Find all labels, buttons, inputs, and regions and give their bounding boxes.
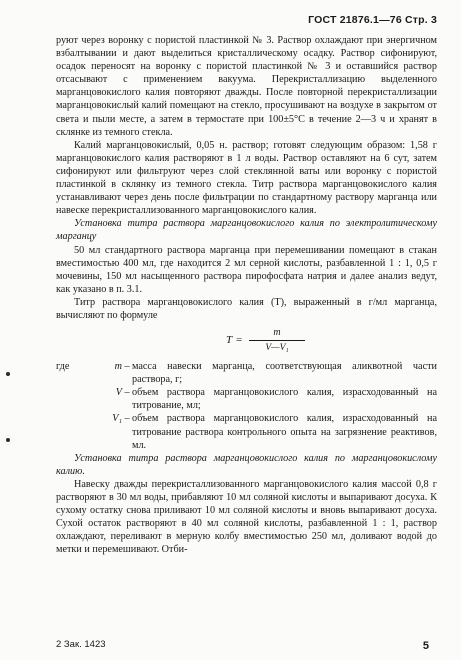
definition-row (56, 412, 437, 451)
formula-denominator: V—V₁ (265, 343, 289, 354)
paragraph: Навеску дважды перекристаллизованного марганцовокислого калия массой 0,8 г растворяют в 30 мл воды, прибавляют 10 мл соляной кислоты и выпаривают досуха. К сухому остатку снова приливают 10 мл соляной кислоты и вновь выпаривают досуха. Сухой остаток растворяют в 40 мл соляной кислоты, разбавленной 1 : 1, раствор охлаждают, переливают в мерную колбу вместимостью 250 мл, доливают водой до метки и перемешивают. Отби- (56, 478, 437, 556)
page-number: 5 (422, 640, 429, 652)
definition-dash: – (124, 413, 130, 425)
definition-dash: – (124, 387, 130, 399)
definition-text: объем раствора марганцовокислого калия, израсходованный на титрование раствора контрольного опыта на загрязнение реактивов, мл. (132, 413, 437, 451)
definition-symbol: V (115, 387, 122, 399)
print-order-number: 2 Зак. 1423 (56, 639, 106, 650)
section-heading: Установка титра раствора марганцовокислого калия по электролитическому марганцу (56, 218, 437, 243)
variable-definitions (56, 360, 437, 452)
definition-text: объем раствора марганцовокислого калия, израсходованный на титрование, мл; (132, 387, 437, 412)
definition-row (56, 386, 437, 412)
definition-symbol: m (114, 361, 122, 373)
formula-lhs: T (226, 334, 233, 347)
section-heading: Установка титра раствора марганцовокислого калия по марганцовокислому калию. (56, 452, 437, 477)
definition-symbol: V₁ (112, 413, 122, 425)
paragraph: руют через воронку с пористой пластинкой № 3. Раствор охлаждают при энергичном взбалтывании и дают выделиться кристаллическому осадку. Раствор сифонируют, осадок переносят на воронку с пористой пластинкой № 3 и оставшийся раствор отсасывают с применением вакуума. Перекристаллизацию выделенного марганцовокислого калия повторяют дважды. После повторной перекристаллизации марганцовокислый калий помещают на стекло, просушивают на воздухе в закрытом от света и пыли месте, а затем в термостате при 100±5°С в течение 2—3 ч и хранят в склянке из темного стекла. (56, 35, 437, 138)
definition-row (56, 360, 437, 386)
formula-equals: = (236, 334, 243, 347)
where-label: где (56, 361, 70, 373)
formula-numerator: m (249, 326, 305, 341)
document-body (56, 34, 437, 556)
formula-fraction (249, 326, 305, 355)
paragraph: Титр раствора марганцовокислого калия (T), выраженный в г/мл марганца, вычисляют по формуле (56, 296, 437, 321)
titer-formula (56, 326, 437, 356)
page-footer (56, 639, 437, 650)
definition-text: масса навески марганца, соответствующая аликвотной части раствора, г; (132, 361, 437, 386)
definition-dash: – (124, 361, 130, 373)
paragraph: Калий марганцовокислый, 0,05 н. раствор; готовят следующим образом: 1,58 г марганцовокислого калия растворяют в 1 л воды. Раствор оставляют на 6 сут, затем сифонируют или фильтруют через слой стеклянной ваты или воронку с пористой пластинкой в склянку из темного стекла. Титр раствора марганцовокислого калия устанавливают через день после фильтрации по стандартному раствору марганца или навеске перекристаллизованного марганцовокислого калия. (56, 139, 437, 217)
paragraph: 50 мл стандартного раствора марганца при перемешивании помещают в стакан вместимостью 400 мл, где находится 2 мл серной кислоты, разбавленной 1 : 1, 0,5 г мочевины, 150 мл насыщенного раствора пирофосфата натрия и далее анализ ведут, как указано в п. 3.1. (56, 244, 437, 295)
margin-mark (6, 438, 10, 442)
margin-mark (6, 372, 10, 376)
page-header: ГОСТ 21876.1—76 Стр. 3 (308, 14, 437, 26)
